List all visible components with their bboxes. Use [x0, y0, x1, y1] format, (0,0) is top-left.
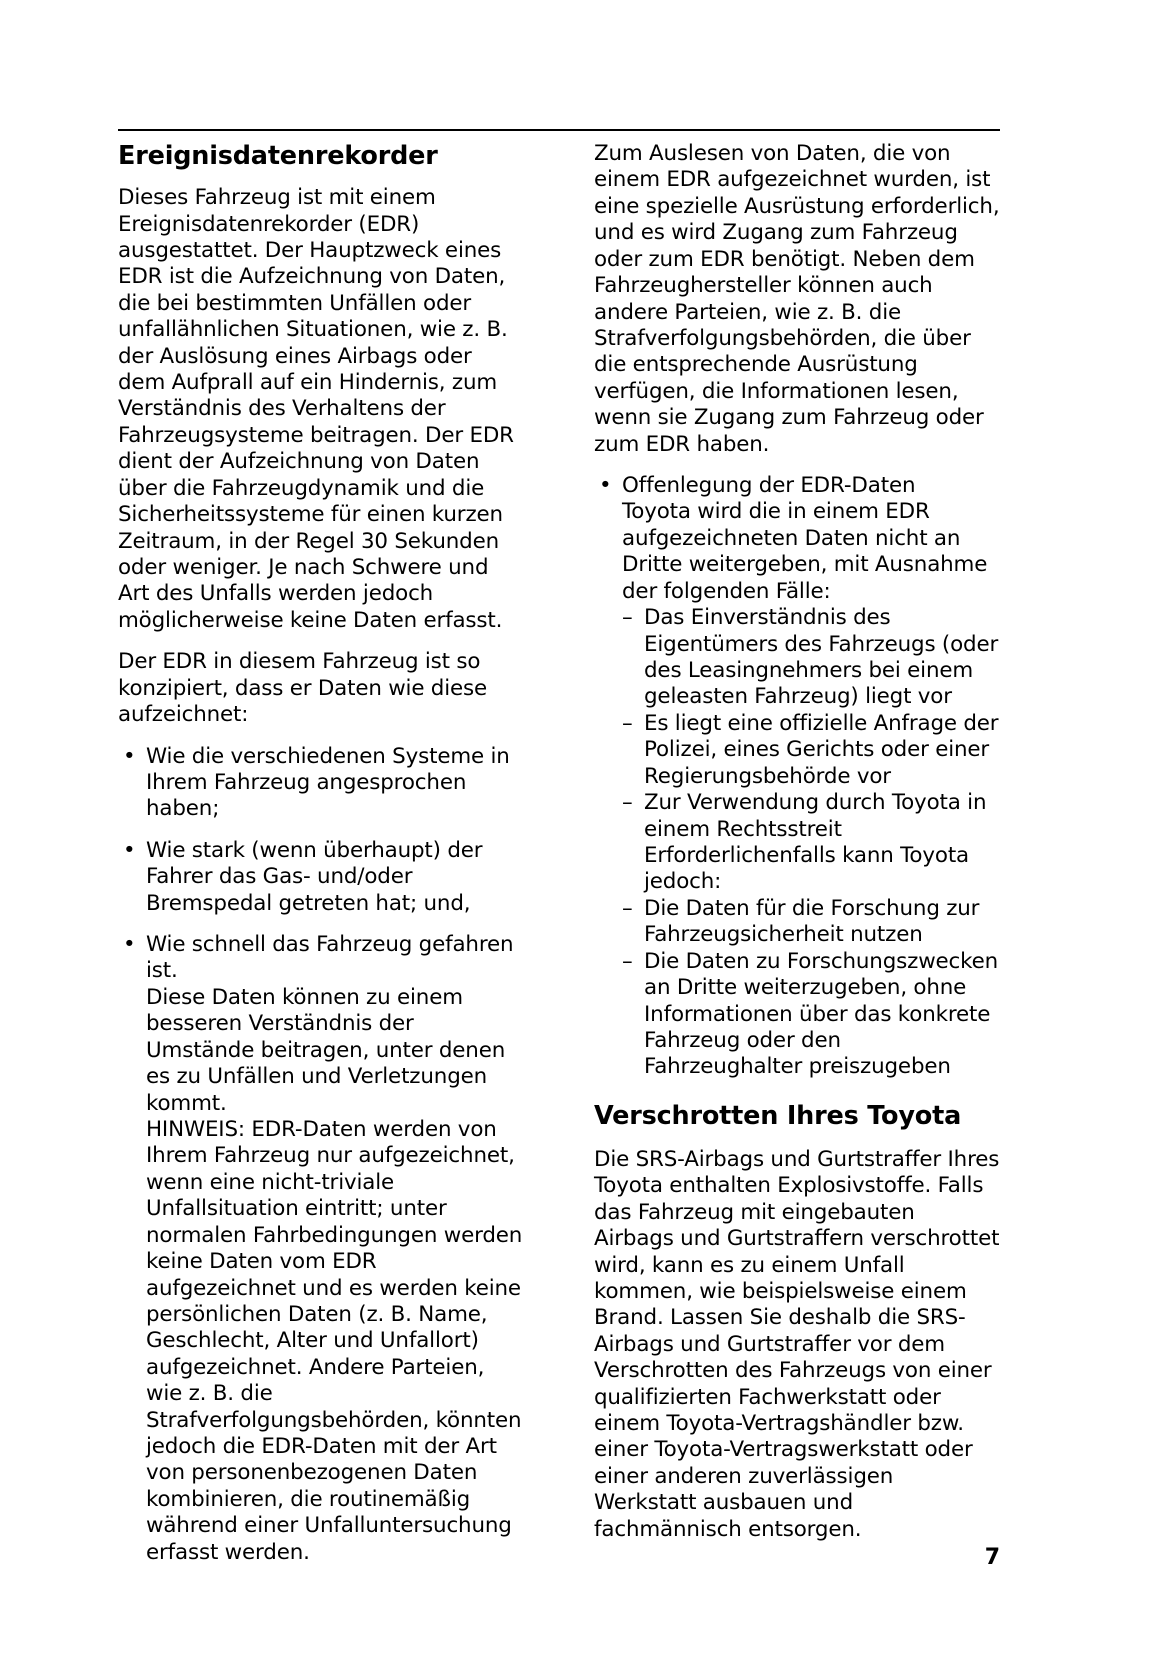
- page-title-ereignisdatenrekorder: Ereignisdatenrekorder: [118, 141, 438, 171]
- left-bullet-list: [118, 744, 524, 1567]
- list-item: [622, 605, 1000, 711]
- bullet-dot-icon: •: [123, 837, 136, 863]
- header-rule-divider: [118, 129, 1000, 131]
- right-column: [594, 141, 1000, 1543]
- dash-bullet-icon: –: [622, 948, 633, 974]
- list-item: [622, 790, 1000, 896]
- list-item-label: Die Daten zu Forschungszwecken an Dritte weiterzugeben, ohne Informationen über das konkrete Fahrzeug oder den Fahrzeughalter preiszugeben: [644, 948, 999, 1080]
- list-item: [622, 711, 1000, 790]
- right-dash-list: [622, 605, 1000, 1081]
- list-item: [622, 896, 1000, 949]
- left-column: [118, 141, 524, 1566]
- list-item: [118, 744, 524, 823]
- left-paragraph-1: Dieses Fahrzeug ist mit einem Ereignisdatenrekorder (EDR) ausgestattet. Der Hauptzweck eines EDR ist die Aufzeichnung von Daten, die bei bestimmten Unfällen oder unfallähnlichen Situationen, wie z. B. der Auslösung eines Airbags oder dem Aufprall auf ein Hindernis, zum Verständnis des Verhaltens der Fahrzeugsysteme beitragen. Der EDR dient der Aufzeichnung von Daten über die Fahrzeugdynamik und die Sicherheitssysteme für einen kurzen Zeitraum, in der Regel 30 Sekunden oder weniger. Je nach Schwere und Art des Unfalls werden jedoch möglicherweise keine Daten erfasst.: [118, 185, 514, 633]
- dash-bullet-icon: –: [622, 790, 633, 816]
- list-item-label: Das Einverständnis des Eigentümers des Fahrzeugs (oder des Leasingnehmers bei einem geleasten Fahrzeug) liegt vor: [644, 605, 999, 710]
- list-item: [622, 949, 1000, 1081]
- right-paragraph-2: Die SRS-Airbags und Gurtstraffer Ihres Toyota enthalten Explosivstoffe. Falls das Fahrzeug mit eingebauten Airbags und Gurtstraffern verschrottet wird, kann es zu einem Unfall kommen, wie beispielsweise einem Brand. Lassen Sie deshalb die SRS-Airbags und Gurtstraffer vor dem Verschrotten des Fahrzeugs von einer qualifizierten Fachwerkstatt oder einem Toyota-Vertragshändler bzw. einer Toyota-Vertragswerkstatt oder einer anderen zuverlässigen Werkstatt ausbauen und fachmännisch entsorgen.: [594, 1146, 1000, 1542]
- bullet-dot-icon: •: [599, 473, 612, 499]
- section-title-verschrotten: Verschrotten Ihres Toyota: [594, 1100, 962, 1131]
- list-item-label: Es liegt eine offizielle Anfrage der Polizei, eines Gerichts oder einer Regierungsbehörde vor: [644, 710, 999, 789]
- list-item: [118, 838, 524, 917]
- list-item-label: Wie die verschiedenen Systeme in Ihrem Fahrzeug angesprochen haben;: [146, 743, 510, 822]
- dash-bullet-icon: –: [622, 895, 633, 921]
- bullet-dot-icon: •: [123, 743, 136, 769]
- list-item-label: Offenlegung der EDR-Daten: [622, 473, 916, 499]
- list-item-sub-paragraph-note: HINWEIS: EDR-Daten werden von Ihrem Fahrzeug nur aufgezeichnet, wenn eine nicht-triviale Unfallsituation eintritt; unter normalen Fahrbedingungen werden keine Daten vom EDR aufgezeichnet und es werden keine persönlichen Daten (z. B. Name, Geschlecht, Alter und Unfallort) aufgezeichnet. Andere Parteien, wie z. B. die Strafverfolgungsbehörden, könnten jedoch die EDR-Daten mit der Art von personenbezogenen Daten kombinieren, die routinemäßig während einer Unfalluntersuchung erfasst werden.: [146, 1117, 523, 1565]
- list-item-sub-paragraph: Toyota wird die in einem EDR aufgezeichneten Daten nicht an Dritte weitergeben, mit Ausnahme der folgenden Fälle:: [622, 499, 988, 604]
- right-paragraph-1: Zum Auslesen von Daten, die von einem EDR aufgezeichnet wurden, ist eine spezielle Ausrüstung erforderlich, und es wird Zugang zum Fahrzeug oder zum EDR benötigt. Neben dem Fahrzeughersteller können auch andere Parteien, wie z. B. die Strafverfolgungsbehörden, die über die entsprechende Ausrüstung verfügen, die Informationen lesen, wenn sie Zugang zum Fahrzeug oder zum EDR haben.: [594, 141, 1000, 457]
- list-item: [594, 473, 1000, 1081]
- right-bullet-list: [594, 473, 1000, 1081]
- dash-bullet-icon: –: [622, 710, 633, 736]
- list-item-label: Wie schnell das Fahrzeug gefahren ist.: [146, 932, 514, 984]
- bullet-dot-icon: •: [123, 932, 136, 958]
- list-item-label: Zur Verwendung durch Toyota in einem Rechtsstreit Erforderlichenfalls kann Toyota jedoch:: [644, 790, 987, 895]
- list-item-sub-paragraph-1: Diese Daten können zu einem besseren Verständnis der Umstände beitragen, unter denen es zu Unfällen und Verletzungen kommt.: [146, 984, 506, 1116]
- list-item-label: Die Daten für die Forschung zur Fahrzeugsicherheit nutzen: [644, 895, 980, 948]
- left-paragraph-2: Der EDR in diesem Fahrzeug ist so konzipiert, dass er Daten wie diese aufzeichnet:: [118, 649, 488, 728]
- dash-bullet-icon: –: [622, 605, 633, 631]
- list-item-label: Wie stark (wenn überhaupt) der Fahrer das Gas- und/oder Bremspedal getreten hat; und,: [146, 837, 483, 916]
- list-item: [118, 932, 524, 1566]
- page-number: 7: [984, 1545, 1000, 1570]
- two-column-body: [118, 141, 1000, 1566]
